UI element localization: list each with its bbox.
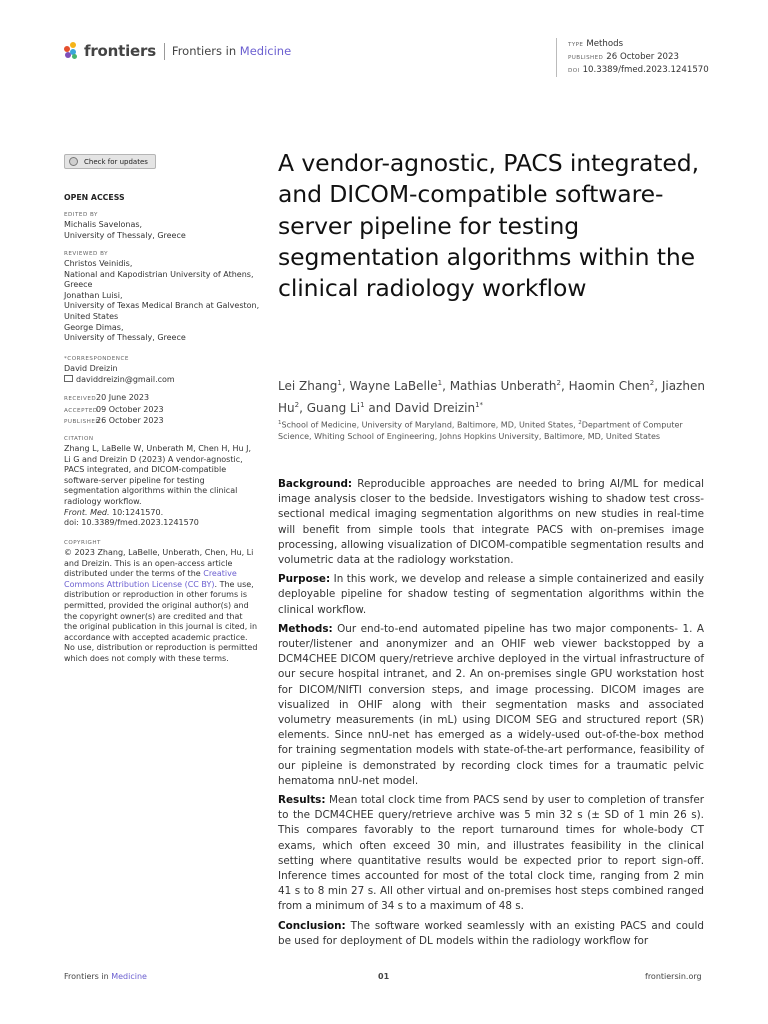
doi-link[interactable]: 10.3389/fmed.2023.1241570: [582, 65, 709, 75]
correspondence-email[interactable]: daviddreizin@gmail.com: [76, 374, 175, 384]
header-divider: [164, 43, 165, 60]
author-affiliation-mark: 2: [556, 379, 561, 387]
author-name[interactable]: Mathias Unberath: [449, 379, 557, 393]
journal-name[interactable]: Frontiers in Medicine: [171, 44, 292, 58]
citation-block: CITATION Zhang L, LaBelle W, Unberath M, Chen H, Hu J, Li G and Dreizin D (2023) A vendor-agnostic, PACS integrated, and DICOM-compatible software-server pipeline for testing segmentation algorithms within the clinical radiology workflow. Front. Med. 10:1241570. doi: 10.3389/fmed.2023.1241570: [64, 434, 260, 529]
reviewed-by-block: REVIEWED BY Christos Veinidis, National and Kapodistrian University of Athens, Greece Jonathan Luisi, University of Texas Medical Branch at Galveston, United States George Dimas, University of Thessaly, Greece: [64, 251, 260, 343]
footer-site-link[interactable]: frontiersin.org: [645, 972, 702, 981]
refresh-icon: [69, 157, 78, 166]
author-name[interactable]: David Dreizin: [394, 400, 476, 415]
affiliations: $^1$School of Medicine, University of Maryland, Baltimore, MD, United States, $^2$Department of Computer Science, Whiting School of Engineering, Johns Hopkins University, Baltimore, MD, United States: [278, 420, 683, 441]
author-separator: ,: [654, 379, 662, 393]
email-icon: [64, 375, 73, 382]
author-name[interactable]: Lei Zhang: [278, 379, 338, 393]
journal-header: [64, 42, 291, 60]
dates-block: RECEIVED20 June 2023 ACCEPTED09 October 2023 PUBLISHED26 October 2023: [64, 393, 164, 426]
cc-by-link[interactable]: Creative Commons Attribution License (CC BY): [64, 569, 237, 589]
author-name[interactable]: Wayne LaBelle: [349, 379, 438, 393]
brand-name: frontiers: [84, 42, 156, 60]
published-date: 26 October 2023: [96, 416, 164, 426]
received-date: 20 June 2023: [96, 393, 150, 402]
footer-journal[interactable]: Frontiers in Medicine: [64, 972, 147, 981]
abstract: [278, 477, 704, 953]
check-updates-button[interactable]: [64, 154, 156, 169]
author-separator: ,: [560, 379, 569, 393]
author-separator: and: [364, 400, 395, 415]
article-title: A vendor-agnostic, PACS integrated, and DICOM-compatible software-server pipeline for testing segmentation algorithms within the clinical radiology workflow: [278, 149, 699, 303]
author-separator: ,: [442, 379, 450, 393]
edited-by-block: EDITED BY Michalis Savelonas, University of Thessaly, Greece: [64, 212, 186, 240]
citation-text: Zhang L, LaBelle W, Unberath M, Chen H, Hu J, Li G and Dreizin D (2023) A vendor-agnostic, PACS integrated, and DICOM-compatible software-server pipeline for testing segmentation algorithms within the clinical radiology workflow.: [64, 444, 252, 506]
accepted-date: 09 October 2023: [96, 404, 164, 414]
abstract-purpose: Purpose: In this work, we develop and release a simple containerized and easily deployable pipeline for shadow testing of segmentation algorithms within the clinical workflow.: [278, 573, 704, 616]
page-number: 01: [378, 972, 390, 981]
author-name[interactable]: Jiazhen Hu: [278, 379, 705, 415]
author-list: [278, 374, 708, 417]
correspondence-block: *CORRESPONDENCE David Dreizin daviddreizin@gmail.com: [64, 354, 264, 385]
publish-date: 26 October 2023: [606, 52, 679, 62]
article-type: Methods: [586, 39, 624, 49]
abstract-results: Results: Mean total clock time from PACS send by user to completion of transfer to the DCM4CHEE query/retrieve archive was 5 min 32 s (± SD of 1 min 26 s). This compares favorably to the report turnaround times for whole-body CT exams, which often exceed 30 min, and illustrates feasibility in the clinical setting where quantitative results would be expected prior to report sign-off. Inference times accounted for most of the total clock time, ranging from 2 min 41 s to 8 min 27 s. All other virtual and on-premises host steps combined ranged from a minimum of 34 s to a maximum of 48 s.: [278, 794, 704, 913]
author-affiliation-mark: 1: [437, 379, 443, 387]
article-meta: TYPE Methods PUBLISHED 26 October 2023 DOI 10.3389/fmed.2023.1241570: [556, 38, 709, 77]
abstract-methods: Methods: Our end-to-end automated pipeline has two major components- 1. A router/listener and anonymizer and an OHIF web viewer backstopped by a DCM4CHEE DICOM query/retrieve archive deployed in the virtual infrastructure of our secure hospital intranet, and 2. An on-premises single GPU workstation host for DICOM/NIfTI conversion steps, and image processing. DICOM images are visualized in OHIF along with their segmentation masks and associated volumetry measurements (in mL) using DICOM SEG and structured report (SR) elements. Since nnU-net has emerged as a widely-used out-of-the-box method for training segmentation models with state-of-the-art performance, feasibility of our pipleine is demonstrated by recording clock times for a traumatic pelvic hematoma nnU-net model.: [278, 622, 704, 787]
copyright-block: COPYRIGHT © 2023 Zhang, LaBelle, Unberath, Chen, Hu, Li and Dreizin. This is an open-access article distributed under the terms of the Creative Commons Attribution License (CC BY). The use, distribution or reproduction in other forums is permitted, provided the original author(s) and the copyright owner(s) are credited and that the original publication in this journal is cited, in accordance with accepted academic practice. No use, distribution or reproduction is permitted which does not comply with these terms.: [64, 540, 258, 663]
author-name[interactable]: Haomin Chen: [568, 379, 650, 393]
author-affiliation-mark: 1*: [475, 400, 484, 409]
author-affiliation-mark: 1: [337, 379, 342, 387]
open-access-label: OPEN ACCESS: [64, 193, 125, 202]
check-updates-label: Check for updates: [84, 157, 148, 166]
author-name[interactable]: Guang Li: [306, 400, 361, 415]
abstract-background: Background: Reproducible approaches are needed to bring AI/ML for medical image analysis closer to the bedside. Investigators wishing to shadow test cross-sectional medical imaging segmentation algorithms on new studies in real-time will benefit from simple tools that integrate PACS with on-premises image processing, allowing visualization of DICOM-compatible segmentation results and volumetric data at the radiology workstation.: [278, 478, 704, 567]
author-affiliation-mark: 2: [294, 400, 300, 409]
abstract-conclusion: Conclusion: The software worked seamlessly with an existing PACS and could be used for deployment of DL models within the radiology workflow for: [278, 919, 704, 947]
author-separator: ,: [341, 379, 350, 393]
author-separator: ,: [299, 400, 307, 415]
author-affiliation-mark: 2: [649, 379, 655, 387]
frontiers-logo-icon: [64, 42, 80, 60]
author-affiliation-mark: 1: [360, 400, 365, 409]
correspondence-name: David Dreizin: [64, 364, 118, 373]
citation-doi: doi: 10.3389/fmed.2023.1241570: [64, 518, 199, 528]
